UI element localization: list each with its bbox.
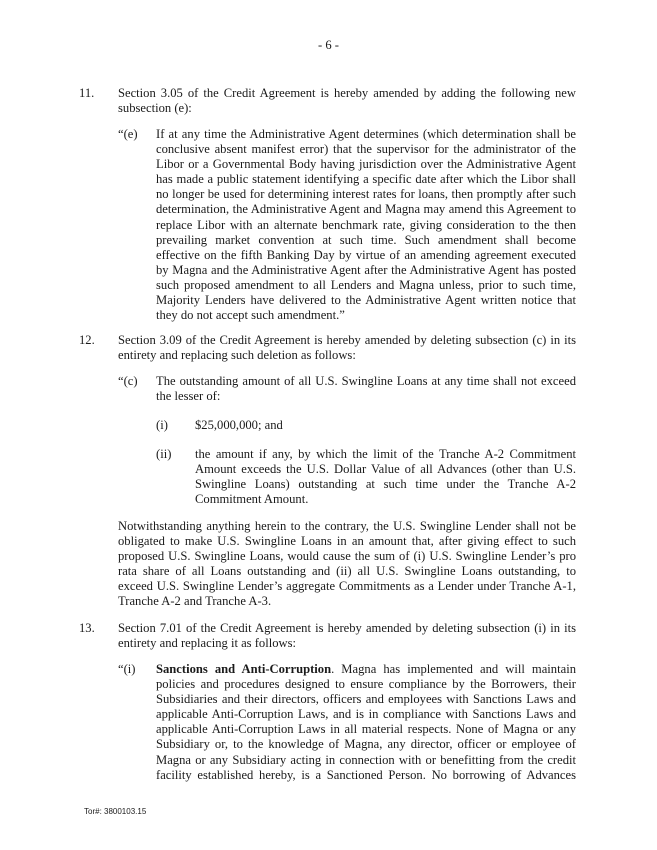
section-12-quote-label: “(c) xyxy=(118,374,138,388)
section-13-number: 13. xyxy=(79,621,95,635)
section-12-intro: Section 3.09 of the Credit Agreement is hereby amended by deleting subsection (c) in its entirety and replacing such deletion as follows: xyxy=(118,333,576,363)
section-13-quote-text: . Magna has implemented and will maintain policies and procedures designed to ensure compliance by the Borrowers, their Subsidiaries and their directors, officers and employees with Sanctions Laws and applicable Anti-Corruption Laws, and is in compliance with Sanctions Laws and applicable Anti-Corruption Laws in all material respects. None of Magna or any Subsidiary or, to the knowledge of Magna, any director, officer or employee of Magna or any Subsidiary acting in connection with or benefitting from the credit facility established hereby, is a Sanctioned Person. No borrowing of Advances xyxy=(156,662,576,782)
section-12-number: 12. xyxy=(79,333,95,347)
page-number: - 6 - xyxy=(318,38,339,52)
section-11-quote-text: If at any time the Administrative Agent determines (which determination shall be conclusive absent manifest error) that the supervisor for the administrator of the Libor or a Governmental Body having jurisdiction over the Administrative Agent has made a public statement identifying a specific date after which the Libor shall no longer be used for determining interest rates for loans, then promptly after such determination, the Administrative Agent and Magna may amend this Agreement to replace Libor with an alternate benchmark rate, giving consideration to the then prevailing market convention at such time. Such amendment shall become effective on the fifth Banking Day by virtue of an amending agreement executed by Magna and the Administrative Agent after the Administrative Agent has posted such proposed amendment to all Lenders and Magna unless, prior to such time, Majority Lenders have delivered to the Administrative Agent written notice that they do not accept such amendment.” xyxy=(156,127,576,323)
section-13-intro: Section 7.01 of the Credit Agreement is hereby amended by deleting subsection (i) in its entirety and replacing it as follows: xyxy=(118,621,576,651)
footer-doc-id: Tor#: 3800103.15 xyxy=(84,807,147,816)
section-11-quote-label: “(e) xyxy=(118,127,138,141)
section-12-item-i-text: $25,000,000; and xyxy=(195,418,283,432)
section-12-item-ii-text: the amount if any, by which the limit of the Tranche A-2 Commitment Amount exceeds the U.S. Dollar Value of all Advances (other than U.S. Swingline Loans) outstanding at such time under the Tranche A-2 Commitment Amount. xyxy=(195,447,576,507)
section-12-item-i-label: (i) xyxy=(156,418,168,432)
section-12-closing: Notwithstanding anything herein to the contrary, the U.S. Swingline Lender shall not be obligated to make U.S. Swingline Loans in an amount that, after giving effect to such proposed U.S. Swingline Loans, would cause the sum of (i) U.S. Swingline Lender’s pro rata share of all Loans outstanding and (ii) all U.S. Swingline Loans outstanding, to exceed U.S. Swingline Lender’s aggregate Commitments as a Lender under Tranche A-1, Tranche A-2 and Tranche A-3. xyxy=(118,519,576,609)
section-13-quote-label: “(i) xyxy=(118,662,136,676)
section-13-quote xyxy=(156,662,576,783)
section-11-intro: Section 3.05 of the Credit Agreement is hereby amended by adding the following new subsection (e): xyxy=(118,86,576,116)
section-12-item-ii-label: (ii) xyxy=(156,447,172,461)
section-12-quote-text: The outstanding amount of all U.S. Swingline Loans at any time shall not exceed the lesser of: xyxy=(156,374,576,404)
section-13-quote-heading: Sanctions and Anti-Corruption xyxy=(156,662,332,676)
section-11-number: 11. xyxy=(79,86,95,100)
